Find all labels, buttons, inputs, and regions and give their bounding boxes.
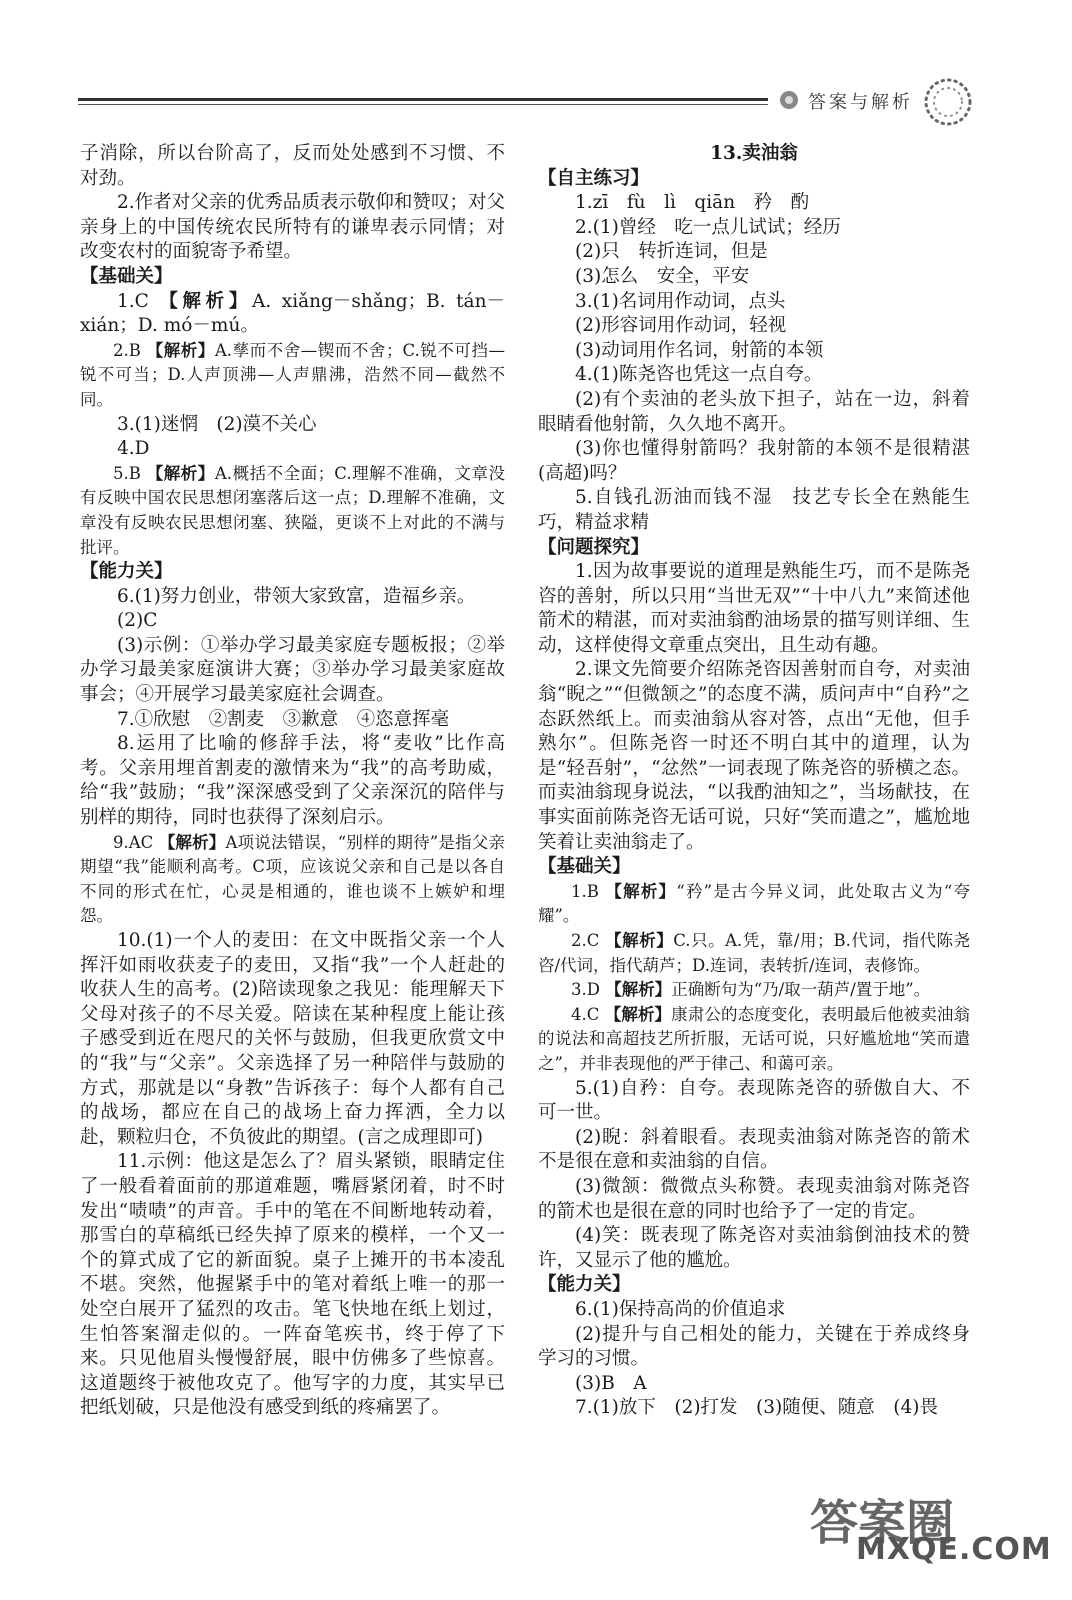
basic-4: 4.C 【解析】康肃公的态度变化，表明最后他被卖油翁的说法和高超技艺所折服，无话可说，只好尴尬地“笑而遣之”，并非表现他的严于律己、和蔼可亲。 bbox=[538, 1004, 971, 1073]
basic-5-4: (4)笑：既表现了陈尧咨对卖油翁倒油技术的赞许，又显示了他的尴尬。 bbox=[538, 1225, 970, 1271]
basic-1: 1.B 【解析】“矜”是古今异义词，此处取古义为“夸耀”。 bbox=[538, 881, 970, 926]
self-4-1: 4.(1)陈尧咨也凭这一点自夸。 bbox=[575, 364, 823, 386]
section-basic-right: 【 基础关 】 bbox=[538, 855, 970, 880]
section-self-practice: 【 自主练习 】 bbox=[538, 167, 970, 192]
self-4-3: (3)你也懂得射箭吗？我射箭的本领不是很精湛(高超)吗？ bbox=[538, 438, 970, 484]
answer-q9: 9.AC 【解析】A项说法错误，“别样的期待”是指父亲期望“我”能顺利高考。C项，应该说父亲和自己是以各自不同的形式在忙，心灵是相通的，谁也谈不上嫉妒和埋怨。 bbox=[80, 832, 505, 926]
section-basic-left: 【 基础关 】 bbox=[80, 265, 505, 290]
answer-q6-2: (2)C bbox=[117, 610, 158, 632]
explore-1: 1.因为故事要说的道理是熟能生巧，而不是陈尧咨的善射，所以只用“当世无双”“十中八九”来简述他箭术的精湛，而对卖油翁酌油场景的描写则详细、生动，这样使得文章重点突出，且生动有趣。 bbox=[538, 561, 970, 656]
explore-2: 2.课文先简要介绍陈尧咨因善射而自夸，对卖油翁“睨之”“但微颔之”的态度不满，质问声中“自矜”之态跃然纸上。而卖油翁从容对答，点出“无他，但手熟尔”。但陈尧咨一时还不明白其中的道理，认为是“轻吾射”，“忿然”一词表现了陈尧咨的骄横之态。而卖油翁现身说法，“以我酌油知之”，当场献技，在事实面前陈尧咨无话可说，只好“笑而遣之”，尴尬地笑着让卖油翁走了。 bbox=[538, 659, 970, 853]
ability-6-2: (2)提升与自己相处的能力，关键在于养成终身学习的习惯。 bbox=[538, 1323, 970, 1370]
ability-7: 7.(1)放下 (2)打发 (3)随便、随意 (4)畏 bbox=[575, 1397, 938, 1419]
watermark-logo bbox=[800, 1490, 1060, 1590]
answer-q2: 2.B 【解析】A.孳而不舍—锲而不舍；C.锐不可挡—锐不可当；D.人声顶沸—人声鼎沸，浩然不同—截然不同。 bbox=[80, 340, 505, 409]
self-2-1: 2.(1)曾经 吃一点儿试试；经历 bbox=[575, 216, 841, 238]
flower-icon bbox=[778, 89, 800, 111]
header-rule-thick bbox=[78, 98, 768, 101]
self-2-2: (2)只 转折连词，但是 bbox=[575, 241, 768, 263]
section-ability-right: 【 能力关 】 bbox=[538, 1273, 970, 1298]
right-column bbox=[538, 142, 970, 1421]
watermark-url: MXQE.COM bbox=[856, 1532, 1052, 1567]
left-answer-2: 2.作者对父亲的优秀品质表示敬仰和赞叹；对父亲身上的中国传统农民所特有的谦卑表示同情；对改变农村的面貌寄予希望。 bbox=[80, 192, 505, 263]
answer-q4: 4.D bbox=[117, 438, 150, 460]
self-2-3: (3)怎么 安全，平安 bbox=[575, 265, 750, 287]
section-explore: 【 问题探究 】 bbox=[538, 536, 970, 561]
basic-2: 2.C 【解析】C.只。A.凭，靠/用；B.代词，指代陈尧咨/代词，指代葫芦；D.连词，表转折/连词，表修饰。 bbox=[538, 931, 971, 975]
answer-q3: 3.(1)迷惘 (2)漠不关心 bbox=[117, 413, 317, 435]
self-4-2: (2)有个卖油的老头放下担子，站在一边，斜着眼睛看他射箭，久久地不离开。 bbox=[538, 388, 970, 435]
self-3-3: (3)动词用作名词，射箭的本领 bbox=[575, 339, 824, 361]
self-3-1: 3.(1)名词用作动词，点头 bbox=[575, 290, 786, 312]
answer-q6-1: 6.(1)努力创业，带领大家致富，造福乡亲。 bbox=[117, 585, 476, 607]
self-1: 1.zī fù lì qiān 矜 酌 bbox=[575, 192, 810, 214]
basic-3: 3.D 【解析】正确断句为“乃/取一葫芦/置于地”。 bbox=[571, 980, 931, 1000]
ability-6-3: (3)B A bbox=[575, 1372, 647, 1394]
left-continuation: 子消除，所以台阶高了，反而处处感到不习惯、不对劲。 bbox=[80, 143, 505, 189]
answer-q5: 5.B 【解析】A.概括不全面；C.理解不准确，文章没有反映中国农民思想闭塞落后这一点；D.理解不准确，文章没有反映农民思想闭塞、狭隘，更谈不上对此的不满与批评。 bbox=[80, 463, 505, 557]
watermark-logo-text: 答案圈 bbox=[810, 1495, 955, 1551]
answer-q10: 10.(1)一个人的麦田：在文中既指父亲一个人挥汗如雨收获麦子的麦田，又指“我”一个人赶赴的收获人生的高考。(2)陪读现象之我见：能理解天下父母对孩子的不尽关爱。陪读在某种程度上能让孩子感受到近在咫尺的关怀与鼓励，但我更欣赏文中的“我”与“父亲”。父亲选择了另一种陪伴与鼓励的方式，那就是以“身教”告诉孩子：每个人都有自己的战场，都应在自己的战场上奋力挥洒，全力以赴，颗粒归仓，不负彼此的期望。(言之成理即可) bbox=[80, 930, 505, 1148]
page-header bbox=[78, 84, 978, 124]
left-column bbox=[80, 142, 505, 1421]
answer-q7: 7.①欣慰 ②割麦 ③歉意 ④恣意挥毫 bbox=[117, 708, 450, 730]
answer-q8: 8.运用了比喻的修辞手法，将“麦收”比作高考。父亲用埋首割麦的激情来为“我”的高考助威，给“我”鼓励；“我”深深感受到了父亲深沉的陪伴与别样的期待，同时也获得了深刻启示。 bbox=[80, 733, 505, 829]
self-3-2: (2)形容词用作动词，轻视 bbox=[575, 315, 787, 337]
basic-5-2: (2)睨：斜着眼看。表现卖油翁对陈尧咨的箭术不是很在意和卖油翁的自信。 bbox=[538, 1126, 970, 1173]
self-5: 5.自钱孔沥油而钱不湿 技艺专长全在熟能生巧，精益求精 bbox=[538, 487, 970, 533]
answer-q1: 1.C 【解析】A. xiǎng－shǎng；B. tán－xián；D. mó－mú。 bbox=[80, 290, 505, 337]
header-rule-thin bbox=[78, 104, 768, 105]
lesson-title: 13.卖油翁 bbox=[710, 143, 798, 164]
answer-q11: 11.示例：他这是怎么了？眉头紧锁，眼睛定住了一般看着面前的那道难题，嘴唇紧闭着，时不时发出“啧啧”的声音。手中的笔在不间断地转动着，那雪白的草稿纸已经失掉了原来的模样，一个又一个的算式成了它的新面貌。桌子上摊开的书本凌乱不堪。突然，他握紧手中的笔对着纸上唯一的那一处空白展开了猛烈的攻击。笔飞快地在纸上划过，生怕答案溜走似的。一阵奋笔疾书，终于停了下来。只见他眉头慢慢舒展，眼中仿佛多了些惊喜。这道题终于被他攻克了。他写字的力度，其实早已把纸划破，只是他没有感受到纸的疼痛罢了。 bbox=[80, 1151, 505, 1419]
basic-5-3: (3)微颔：微微点头称赞。表现卖油翁对陈尧咨的箭术也是很在意的同时也给予了一定的肯定。 bbox=[538, 1175, 970, 1222]
ability-6-1: 6.(1)保持高尚的价值追求 bbox=[575, 1298, 786, 1320]
dotted-circle-icon bbox=[922, 76, 974, 128]
basic-5-1: 5.(1)自矜：自夸。表现陈尧咨的骄傲自大、不可一世。 bbox=[538, 1077, 970, 1124]
answer-q6-3: (3)示例：①举办学习最美家庭专题板报；②举办学习最美家庭演讲大赛；③举办学习最美家庭故事会；④开展学习最美家庭社会调查。 bbox=[80, 634, 505, 706]
section-ability-left: 【 能力关 】 bbox=[80, 560, 505, 585]
header-title: 答案与解析 bbox=[808, 92, 913, 113]
